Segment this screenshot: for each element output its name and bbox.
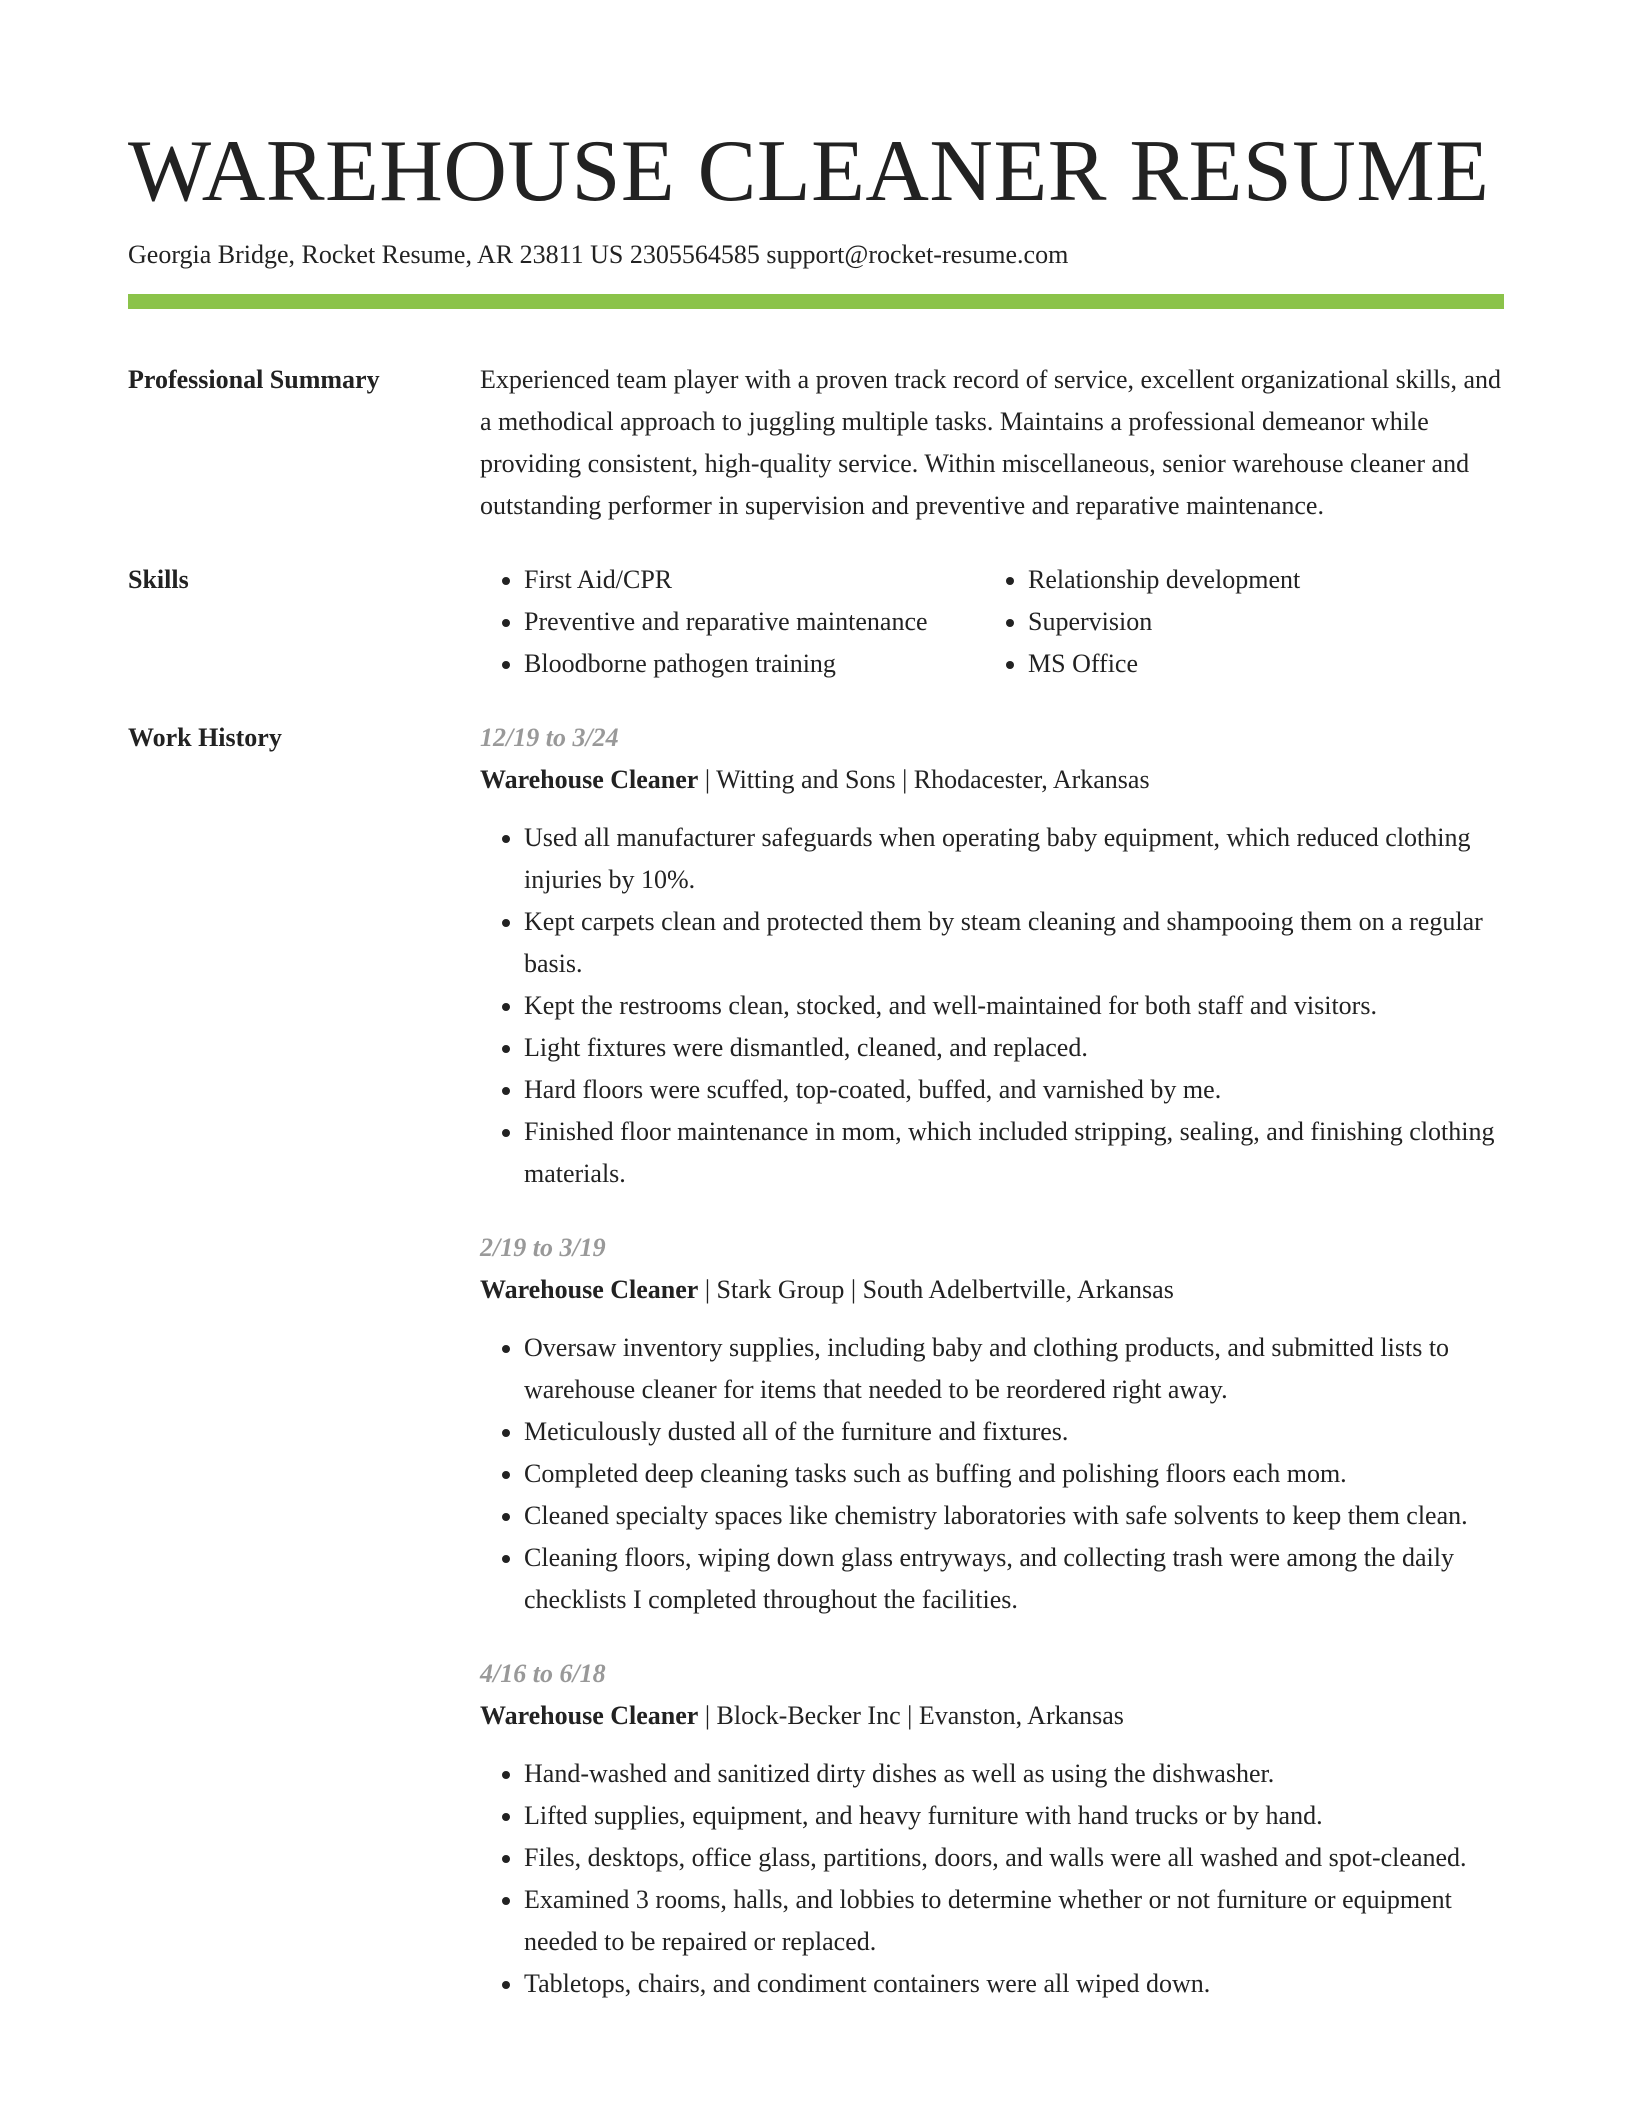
job-bullet: • Lifted supplies, equipment, and heavy furniture with hand trucks or by hand. bbox=[524, 1795, 1504, 1837]
skills-grid bbox=[480, 559, 1504, 685]
job-bullet: • Finished floor maintenance in mom, which included stripping, sealing, and finishing clothing materials. bbox=[524, 1111, 1504, 1195]
job-dates: 2/19 to 3/19 bbox=[480, 1233, 606, 1262]
work-history-section bbox=[128, 717, 1504, 2037]
skill-item: • First Aid/CPR bbox=[524, 559, 984, 601]
section-label-work-history: Work History bbox=[128, 723, 282, 752]
job-bullet: • Cleaned specialty spaces like chemistry laboratories with safe solvents to keep them clean. bbox=[524, 1495, 1504, 1537]
resume-page bbox=[128, 0, 1504, 2037]
job-entry bbox=[480, 717, 1504, 1195]
job-dates: 12/19 to 3/24 bbox=[480, 723, 619, 752]
skill-item: • Supervision bbox=[1028, 601, 1300, 643]
contact-line: Georgia Bridge, Rocket Resume, AR 23811 US 2305564585 support@rocket-resume.com bbox=[128, 240, 1069, 269]
job-bullet-list bbox=[480, 817, 1504, 1195]
job-bullet: • Hand-washed and sanitized dirty dishes as well as using the dishwasher. bbox=[524, 1753, 1504, 1795]
job-bullet: • Cleaning floors, wiping down glass entryways, and collecting trash were among the daily checklists I completed throughout the facilities. bbox=[524, 1537, 1504, 1621]
job-bullet: • Files, desktops, office glass, partitions, doors, and walls were all washed and spot-cleaned. bbox=[524, 1837, 1504, 1879]
job-role: Warehouse Cleaner bbox=[480, 765, 699, 794]
job-bullet: • Hard floors were scuffed, top-coated, buffed, and varnished by me. bbox=[524, 1069, 1504, 1111]
job-bullet: • Oversaw inventory supplies, including baby and clothing products, and submitted lists to warehouse cleaner for items that needed to be reordered right away. bbox=[524, 1327, 1504, 1411]
section-label-summary: Professional Summary bbox=[128, 365, 380, 394]
skill-item: • Relationship development bbox=[1028, 559, 1300, 601]
job-dates: 4/16 to 6/18 bbox=[480, 1659, 606, 1688]
skill-item: • Bloodborne pathogen training bbox=[524, 643, 984, 685]
job-bullet: • Examined 3 rooms, halls, and lobbies to determine whether or not furniture or equipment needed to be repaired or replaced. bbox=[524, 1879, 1504, 1963]
section-label-skills: Skills bbox=[128, 565, 189, 594]
job-bullet-list bbox=[480, 1327, 1504, 1621]
skills-section bbox=[128, 559, 1504, 685]
skills-column-1 bbox=[480, 559, 984, 685]
resume-title: WAREHOUSE CLEANER RESUME bbox=[128, 123, 1490, 220]
summary-text: Experienced team player with a proven track record of service, excellent organizational skills, and a methodical approach to juggling multiple tasks. Maintains a professional demeanor while providing consistent, high-quality service. Within miscellaneous, senior warehouse cleaner and outstanding performer in supervision and preventive and reparative maintenance. bbox=[480, 365, 1502, 520]
job-heading bbox=[480, 759, 1504, 801]
summary-section bbox=[128, 359, 1504, 527]
job-entry bbox=[480, 1227, 1504, 1621]
job-details: | Witting and Sons | Rhodacester, Arkansas bbox=[698, 765, 1150, 794]
skills-column-2 bbox=[984, 559, 1300, 685]
skill-item: • Preventive and reparative maintenance bbox=[524, 601, 984, 643]
skill-item: • MS Office bbox=[1028, 643, 1300, 685]
job-role: Warehouse Cleaner bbox=[480, 1275, 699, 1304]
job-heading bbox=[480, 1695, 1504, 1737]
accent-divider bbox=[128, 294, 1504, 309]
job-bullet: • Kept carpets clean and protected them by steam cleaning and shampooing them on a regular basis. bbox=[524, 901, 1504, 985]
job-bullet: • Used all manufacturer safeguards when operating baby equipment, which reduced clothing injuries by 10%. bbox=[524, 817, 1504, 901]
job-bullet: • Completed deep cleaning tasks such as buffing and polishing floors each mom. bbox=[524, 1453, 1504, 1495]
job-role: Warehouse Cleaner bbox=[480, 1701, 699, 1730]
job-bullet: • Kept the restrooms clean, stocked, and well-maintained for both staff and visitors. bbox=[524, 985, 1504, 1027]
job-bullet: • Meticulously dusted all of the furniture and fixtures. bbox=[524, 1411, 1504, 1453]
job-heading bbox=[480, 1269, 1504, 1311]
job-entry bbox=[480, 1653, 1504, 2005]
job-details: | Stark Group | South Adelbertville, Arkansas bbox=[698, 1275, 1174, 1304]
job-details: | Block-Becker Inc | Evanston, Arkansas bbox=[698, 1701, 1124, 1730]
job-bullet: • Light fixtures were dismantled, cleaned, and replaced. bbox=[524, 1027, 1504, 1069]
job-bullet: • Tabletops, chairs, and condiment containers were all wiped down. bbox=[524, 1963, 1504, 2005]
job-bullet-list bbox=[480, 1753, 1504, 2005]
